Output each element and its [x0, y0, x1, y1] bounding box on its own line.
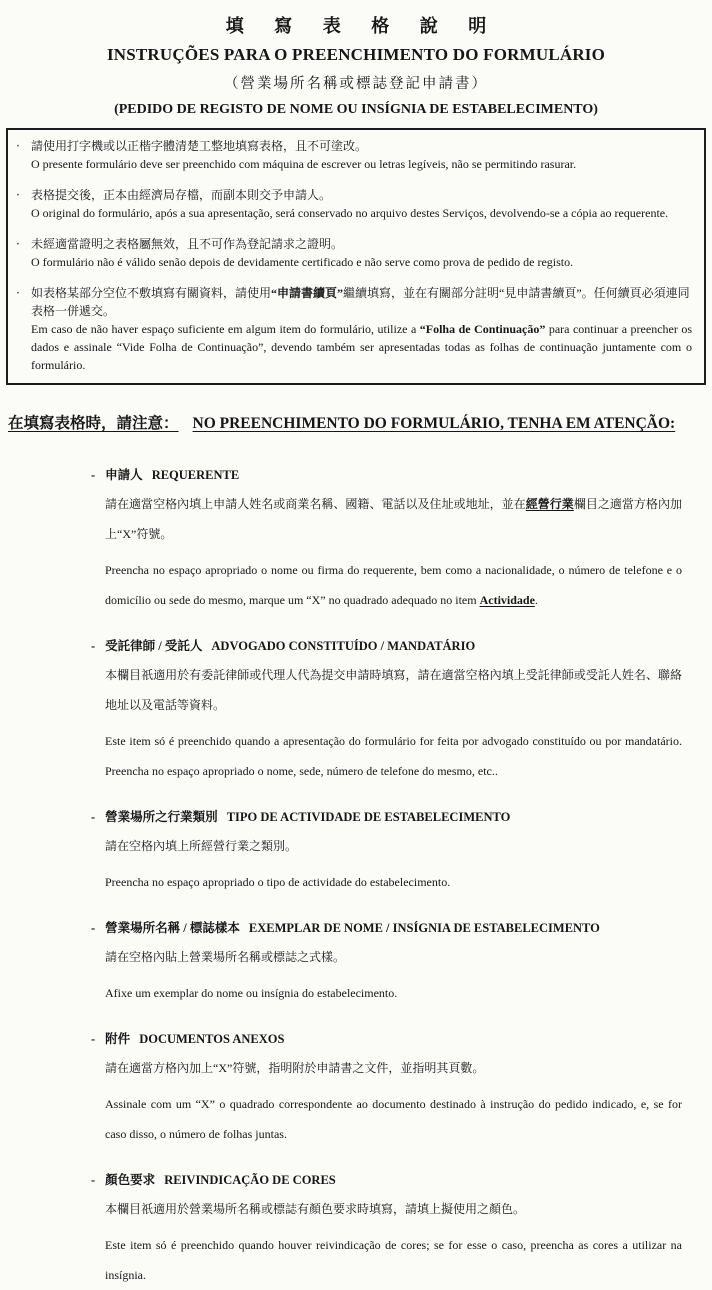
- instruction-body-zh: 請在適當空格內填上申請人姓名或商業名稱、國籍、電話以及住址或地址，並在經營行業欄目之適當方格內加上“X”符號。: [105, 497, 682, 541]
- bullet-dot: ‧: [16, 237, 20, 251]
- subtitle-zh: （營業場所名稱或標誌登記申請書）: [224, 76, 488, 92]
- notice-text-zh: 請使用打字機或以正楷字體清楚工整地填寫表格，且不可塗改。: [31, 139, 368, 153]
- instruction-heading-pt: EXEMPLAR DE NOME / INSÍGNIA DE ESTABELECIMENTO: [248, 921, 600, 935]
- instruction-item-exemplar-nome: [91, 918, 682, 1008]
- notice-item: [16, 137, 692, 173]
- instruction-heading: [91, 918, 682, 936]
- title-zh: 填 寫 表 格 說 明: [225, 16, 500, 36]
- instruction-heading: [91, 636, 682, 654]
- instruction-item-documentos-anexos: [91, 1029, 682, 1149]
- instruction-body-pt: Este item só é preenchido quando houver reivindicação de cores; se for esse o caso, preencha as cores a utilizar na insígnia.: [105, 1238, 682, 1282]
- section-header-zh: 在填寫表格時，請注意：: [8, 415, 179, 432]
- bullet-dot: ‧: [16, 286, 20, 300]
- instruction-body-pt: Preencha no espaço apropriado o tipo de actividade do estabelecimento.: [105, 875, 451, 889]
- instruction-heading: [91, 807, 682, 825]
- instruction-item-tipo-actividade: [91, 807, 682, 897]
- notice-text-pt: O original do formulário, após a sua apresentação, será conservado no arquivo destes Serviços, devolvendo-se a cópia ao requerente.: [31, 206, 669, 220]
- bullet-dot: ‧: [16, 139, 20, 153]
- notice-text-pt: O formulário não é válido senão depois de devidamente certificado e não serve como prova de pedido de registo.: [31, 255, 574, 269]
- notice-text-pt: O presente formulário deve ser preenchido com máquina de escrever ou letras legíveis, não se permitindo rasurar.: [31, 157, 577, 171]
- dash-bullet: -: [91, 1173, 96, 1187]
- instruction-heading-pt: REIVINDICAÇÃO DE CORES: [164, 1173, 336, 1187]
- instruction-heading-zh: 附件: [105, 1032, 131, 1046]
- section-header-pt: NO PREENCHIMENTO DO FORMULÁRIO, TENHA EM ATENÇÃO:: [192, 415, 676, 432]
- instruction-item-requerente: [91, 465, 682, 615]
- instruction-body-zh: 請在空格內貼上營業場所名稱或標誌之式樣。: [105, 950, 346, 964]
- instruction-heading-zh: 顏色要求: [105, 1173, 156, 1187]
- instruction-heading-pt: TIPO DE ACTIVIDADE DE ESTABELECIMENTO: [226, 810, 511, 824]
- dash-bullet: -: [91, 639, 96, 653]
- instruction-heading-pt: ADVOGADO CONSTITUÍDO / MANDATÁRIO: [211, 639, 476, 653]
- instruction-body-zh: 請在適當方格內加上“X”符號，指明附於申請書之文件，並指明其頁數。: [105, 1061, 485, 1075]
- instruction-item-advogado: [91, 636, 682, 786]
- instruction-heading-zh: 申請人: [105, 468, 143, 482]
- notice-item: [16, 235, 692, 271]
- instruction-body-pt: Preencha no espaço apropriado o nome ou firma do requerente, bem como a nacionalidade, o número de telefone e o domicílio ou sede do mesmo, marque um “X” no quadrado adequado no item Actividade.: [105, 563, 682, 607]
- instruction-heading-zh: 受託律師 / 受託人: [105, 639, 203, 653]
- notice-item: [16, 284, 692, 374]
- instruction-heading-pt: DOCUMENTOS ANEXOS: [139, 1032, 285, 1046]
- instruction-item-reivindicacao-cores: [91, 1170, 682, 1290]
- instruction-body-pt: Assinale com um “X” o quadrado correspondente ao documento destinado à instrução do pedido indicado, e, se for caso disso, o número de folhas juntas.: [105, 1097, 682, 1141]
- document-header: [6, 12, 706, 118]
- dash-bullet: -: [91, 810, 96, 824]
- instruction-heading: [91, 1170, 682, 1188]
- instruction-heading-zh: 營業場所之行業類別: [105, 810, 218, 824]
- instruction-heading-zh: 營業場所名稱 / 標誌樣本: [105, 921, 240, 935]
- subtitle-pt: (PEDIDO DE REGISTO DE NOME OU INSÍGNIA DE ESTABELECIMENTO): [114, 102, 598, 117]
- instruction-heading: [91, 465, 682, 483]
- notice-text-zh: 表格提交後，正本由經濟局存檔，而副本則交予申請人。: [31, 188, 332, 202]
- dash-bullet: -: [91, 1032, 96, 1046]
- notice-text-pt: Em caso de não haver espaço suficiente em algum item do formulário, utilize a “Folha de Continuação” para continuar a preencher os dados e assinale “Vide Folha de Continuação”, devendo também ser apresentadas todas as folhas de continuação juntamente com o formulário.: [31, 322, 692, 372]
- notice-text-zh: 未經適當證明之表格屬無效，且不可作為登記請求之證明。: [31, 237, 344, 251]
- instruction-body-zh: 本欄目祇適用於有委託律師或代理人代為提交申請時填寫，請在適當空格內填上受託律師或受託人姓名、聯絡地址以及電話等資料。: [105, 668, 682, 712]
- instruction-heading-pt: REQUERENTE: [151, 468, 240, 482]
- dash-bullet: -: [91, 921, 96, 935]
- instruction-body-zh: 本欄目祇適用於營業場所名稱或標誌有顏色要求時填寫，請填上擬使用之顏色。: [105, 1202, 526, 1216]
- instruction-list: [6, 465, 706, 1290]
- instruction-body-zh: 請在空格內填上所經營行業之類別。: [105, 839, 298, 853]
- section-header: [8, 411, 706, 433]
- bullet-dot: ‧: [16, 188, 20, 202]
- instruction-heading: [91, 1029, 682, 1047]
- dash-bullet: -: [91, 468, 96, 482]
- instruction-body-pt: Este item só é preenchido quando a apresentação do formulário for feita por advogado constituído ou por mandatário. Preencha no espaço apropriado o nome, sede, número de telefone do mesmo, etc..: [105, 734, 682, 778]
- notice-item: [16, 186, 692, 222]
- notice-box: [6, 128, 706, 385]
- instruction-body-pt: Afixe um exemplar do nome ou insígnia do estabelecimento.: [105, 986, 398, 1000]
- title-pt: INSTRUÇÕES PARA O PREENCHIMENTO DO FORMULÁRIO: [106, 45, 606, 64]
- notice-text-zh: 如表格某部分空位不敷填寫有關資料，請使用“申請書續頁”繼續填寫，並在有關部分註明“見申請書續頁”。任何續頁必須連同表格一併遞交。: [31, 286, 690, 318]
